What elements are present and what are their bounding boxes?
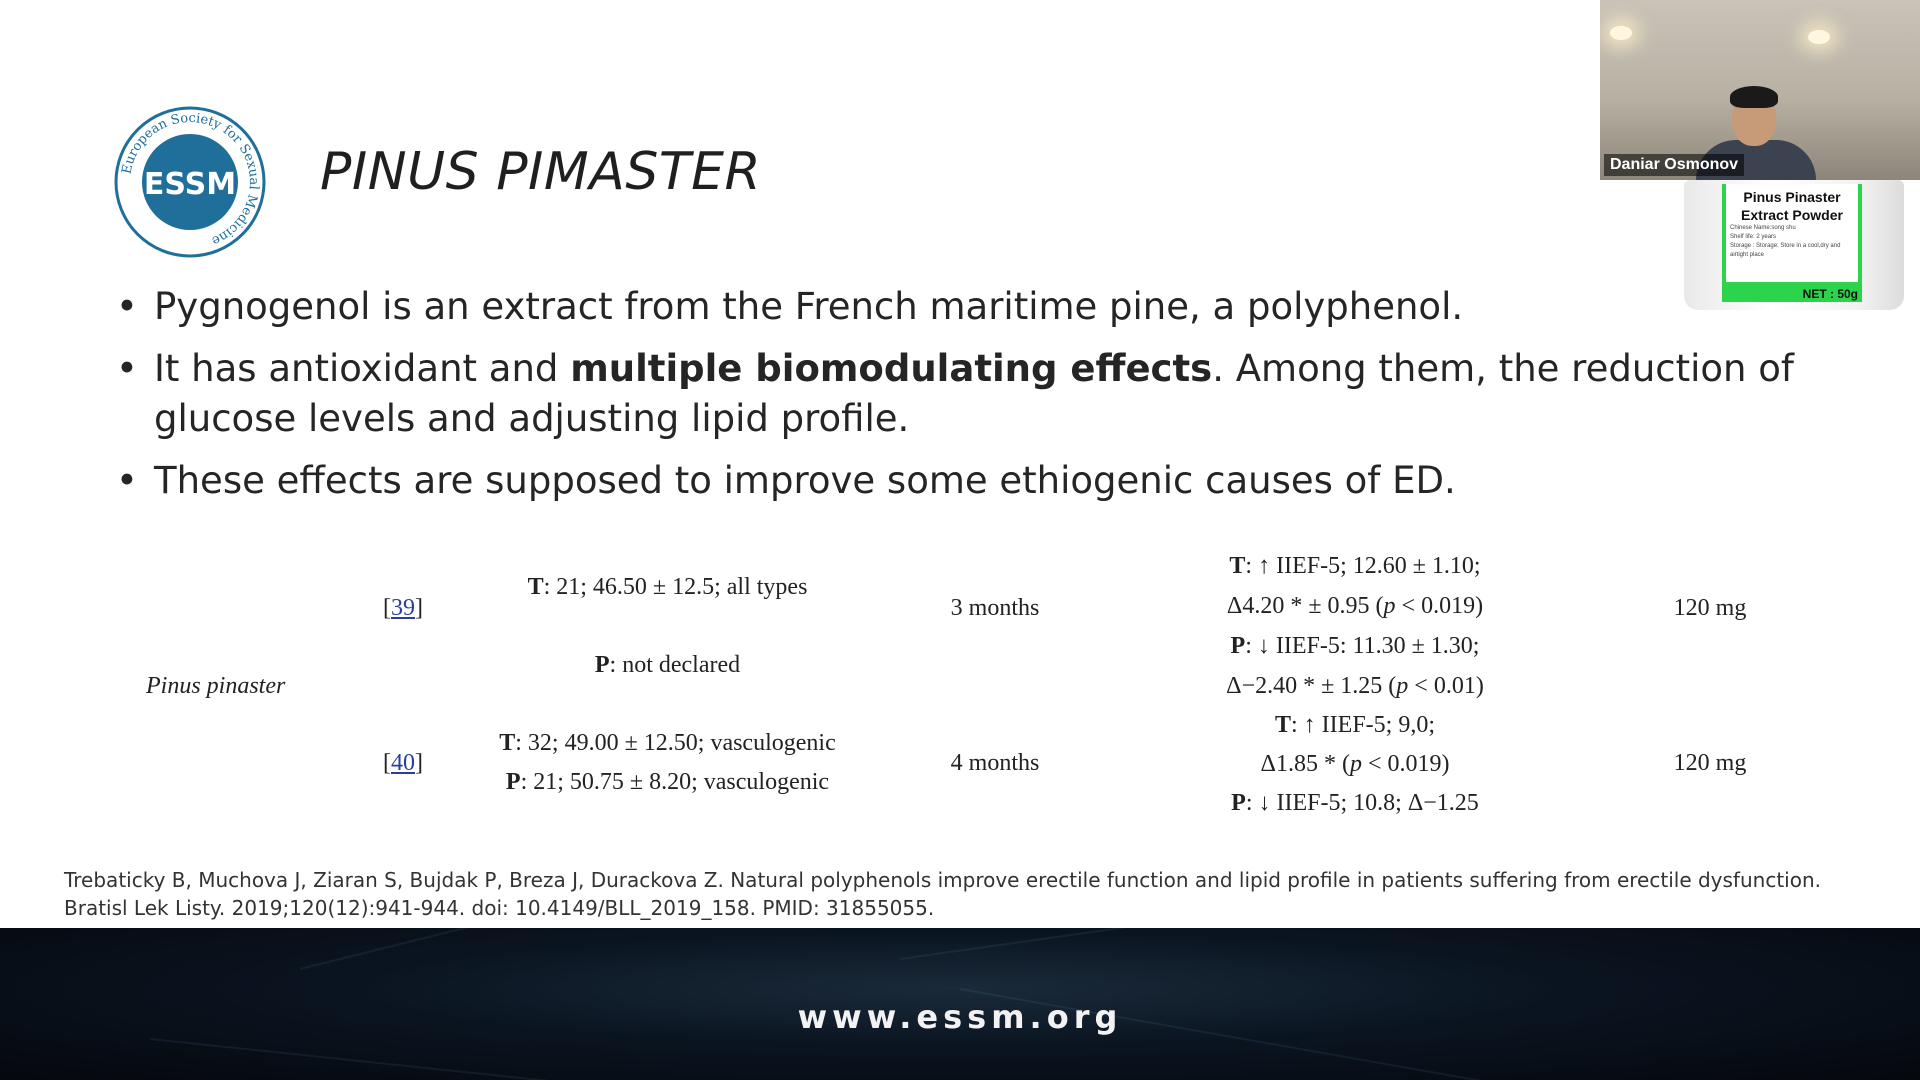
group-label: P bbox=[594, 652, 610, 678]
logo-ring-text: European Society for Sexual Medicine bbox=[119, 110, 262, 249]
product-title-line: Extract Powder bbox=[1741, 207, 1843, 223]
dose: 120 mg bbox=[1673, 595, 1747, 621]
slide-footer bbox=[0, 928, 1920, 1080]
duration: 3 months bbox=[950, 595, 1040, 621]
p-symbol: p bbox=[1383, 593, 1396, 619]
result-text: Δ4.20 * ± 0.95 ( bbox=[1226, 593, 1384, 619]
essm-logo bbox=[112, 104, 268, 260]
result-label: P bbox=[1231, 790, 1246, 816]
footer-ray bbox=[900, 928, 1593, 960]
result-line bbox=[1180, 553, 1530, 580]
group-label: T bbox=[527, 574, 544, 600]
result-line bbox=[1180, 790, 1530, 817]
dose: 120 mg bbox=[1673, 750, 1747, 776]
bullet-text: It has antioxidant and bbox=[154, 347, 571, 390]
group-text: : 32; 49.00 ± 12.50; vasculogenic bbox=[515, 730, 836, 756]
treatment-group bbox=[510, 574, 825, 601]
p-symbol: p bbox=[1396, 673, 1409, 699]
group-text: : 21; 50.75 ± 8.20; vasculogenic bbox=[520, 769, 830, 795]
group-label: P bbox=[505, 769, 521, 795]
footer-url: www.essm.org bbox=[797, 998, 1123, 1036]
product-fine-print: Shelf life: 2 years bbox=[1730, 234, 1777, 240]
result-line bbox=[1180, 633, 1530, 660]
product-title bbox=[1726, 188, 1858, 224]
result-text: Δ−2.40 * ± 1.25 ( bbox=[1226, 673, 1397, 699]
result-text: : ↑ IIEF-5; 9,0; bbox=[1291, 712, 1435, 738]
bullet-text: . Among them, the reduction of glucose levels and adjusting lipid profile. bbox=[154, 347, 1794, 440]
result-label: T bbox=[1229, 553, 1246, 579]
bullet-item: • It has antioxidant and multiple biomodulating effects. Among them, the reduction of glucose levels and adjusting lipid profile. bbox=[116, 347, 1794, 440]
product-title-line: Pinus Pinaster bbox=[1743, 189, 1841, 205]
result-line bbox=[1180, 751, 1530, 778]
participant-hair bbox=[1730, 86, 1778, 108]
bullet-bold-text: multiple biomodulating effects bbox=[570, 347, 1213, 390]
result-text: : ↑ IIEF-5; 12.60 ± 1.10; bbox=[1245, 553, 1481, 579]
logo-monogram: ESSM bbox=[143, 167, 237, 202]
participant-name: Daniar Osmonov bbox=[1604, 154, 1744, 176]
product-label bbox=[1722, 184, 1862, 302]
ceiling-lamp bbox=[1610, 26, 1632, 40]
product-net-weight: NET : 50g bbox=[1802, 287, 1858, 301]
duration: 4 months bbox=[950, 750, 1040, 776]
group-text: : 21; 46.50 ± 12.5; all types bbox=[543, 574, 808, 600]
result-text: Δ1.85 * ( bbox=[1260, 751, 1350, 777]
group-label: T bbox=[499, 730, 516, 756]
bullet-item: • Pygnogenol is an extract from the French maritime pine, a polyphenol. bbox=[116, 285, 1464, 328]
footer-ray bbox=[300, 928, 883, 970]
reference-40: [40] bbox=[383, 750, 423, 776]
participant-video[interactable] bbox=[1600, 0, 1920, 180]
group-text: : not declared bbox=[609, 652, 741, 678]
placebo-group bbox=[470, 769, 865, 796]
product-fine-print: Chinese Name:song shu bbox=[1730, 225, 1796, 231]
placebo-group bbox=[510, 652, 825, 679]
result-line bbox=[1180, 593, 1530, 620]
treatment-group bbox=[470, 730, 865, 757]
bullet-text: Pygnogenol is an extract from the French maritime pine, a polyphenol. bbox=[154, 285, 1464, 328]
result-text: < 0.01) bbox=[1408, 673, 1484, 699]
p-symbol: p bbox=[1349, 751, 1362, 777]
bullet-list bbox=[112, 282, 1812, 518]
product-fine-print: Storage : Storage: Store in a cool,dry and airtight place bbox=[1730, 243, 1841, 258]
bullet-item: • These effects are supposed to improve some ethiogenic causes of ED. bbox=[116, 459, 1456, 502]
result-label: T bbox=[1274, 712, 1291, 738]
reference-link[interactable]: 40 bbox=[391, 750, 415, 776]
citation: Trebaticky B, Muchova J, Ziaran S, Bujdak P, Breza J, Durackova Z. Natural polyphenols improve erectile function and lipid profile in patients suffering from erectile dysfunction. Bratisl Lek Listy. 2019;120(12):941-944. doi: 10.4149/BLL_2019_158. PMID: 31855055. bbox=[64, 868, 1821, 920]
ceiling-lamp bbox=[1808, 30, 1830, 44]
bullet-text: These effects are supposed to improve some ethiogenic causes of ED. bbox=[154, 459, 1456, 502]
reference-link[interactable]: 39 bbox=[391, 595, 415, 621]
result-text: : ↓ IIEF-5; 10.8; Δ−1.25 bbox=[1245, 790, 1479, 816]
slide-title: PINUS PIMASTER bbox=[320, 142, 762, 202]
result-line bbox=[1180, 712, 1530, 739]
footer-ray bbox=[150, 1038, 946, 1080]
reference-39: [39] bbox=[383, 595, 423, 621]
result-text: < 0.019) bbox=[1395, 593, 1484, 619]
result-line bbox=[1180, 673, 1530, 700]
result-text: : ↓ IIEF-5: 11.30 ± 1.30; bbox=[1245, 633, 1480, 659]
result-label: P bbox=[1230, 633, 1246, 659]
product-image bbox=[1684, 180, 1904, 310]
result-text: < 0.019) bbox=[1361, 751, 1450, 777]
plant-name: Pinus pinaster bbox=[146, 673, 286, 699]
